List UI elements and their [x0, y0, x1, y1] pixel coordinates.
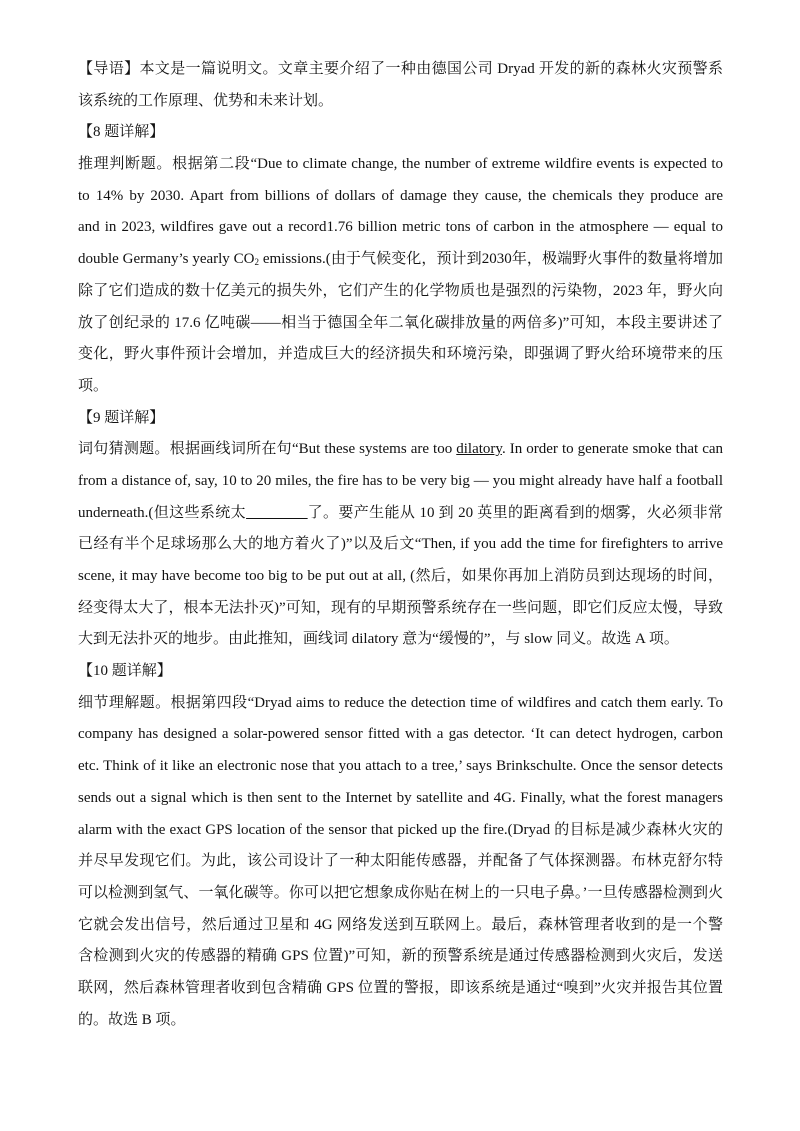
text-line	[78, 276, 723, 308]
text-segment: emissions.(由于气候变化，预计到2030年，极端野火事件的数量将增加	[262, 251, 723, 268]
section-heading	[78, 403, 723, 435]
text-segment: 大到无法扑灭的地步。由此推知，画线词 dilatory 意为“缓慢的”，与 slow 同义。故选 A 项。	[78, 631, 679, 648]
text-segment: and in 2023, wildfires gave out a record1.76 billion metric tons of carbon in the atmosphere — equal to	[78, 219, 723, 236]
text-segment: alarm with the exact GPS location of the sensor that picked up the fire.(Dryad 的目标是减少森林火灾的	[78, 821, 723, 838]
text-line	[78, 308, 723, 340]
text-segment: 的。故选 B 项。	[78, 1011, 186, 1028]
text-segment: 并尽早发现它们。为此，该公司设计了一种太阳能传感器，并配备了气体探测器。布林克舒尔特	[78, 853, 723, 870]
text-line	[78, 339, 723, 371]
text-line	[78, 846, 723, 878]
underlined-text	[246, 505, 308, 521]
text-segment: 词句猜测题。根据画线词所在句“But these systems are too	[78, 441, 457, 458]
text-line	[78, 529, 723, 561]
text-line	[78, 371, 723, 403]
text-segment: 可以检测到氢气、一氧化碳等。你可以把它想象成你贴在树上的一只电子鼻。’一旦传感器检测到火	[78, 884, 723, 901]
text-line	[78, 973, 723, 1005]
text-line	[78, 212, 723, 244]
subscript: 2	[254, 257, 259, 268]
text-line	[78, 688, 723, 720]
text-segment: company has designed a solar-powered sensor fitted with a gas detector. ‘It can detect hydrogen, carbon	[78, 726, 723, 743]
text-segment: sends out a signal which is then sent to the Internet by satellite and 4G. Finally, what the forest managers	[78, 789, 723, 806]
text-line	[78, 815, 723, 847]
text-segment: from a distance of, say, 10 to 20 miles, the fire has to be very big — you might already have half a football	[78, 472, 723, 489]
text-segment: 除了它们造成的数十亿美元的损失外，它们产生的化学物质也是强烈的污染物，2023 年，野火向	[78, 282, 723, 299]
text-line	[78, 561, 723, 593]
underlined-text: dilatory	[456, 441, 502, 458]
text-segment: 变化，野火事件预计会增加，并造成巨大的经济损失和环境污染，即强调了野火给环境带来的压	[78, 346, 723, 363]
text-segment: . In order to generate smoke that can	[501, 441, 723, 458]
text-segment: to 14% by 2030. Apart from billions of dollars of damage they cause, the chemicals they produce are	[78, 187, 723, 204]
text-line	[78, 54, 723, 86]
text-line	[78, 181, 723, 213]
text-segment: 经变得太大了，根本无法扑灭)”可知，现有的早期预警系统存在一些问题，即它们反应太慢，导致	[78, 599, 723, 616]
text-segment: 细节理解题。根据第四段“Dryad aims to reduce the detection time of wildfires and catch them early. To	[78, 694, 723, 711]
text-line	[78, 498, 723, 530]
text-line	[78, 719, 723, 751]
text-segment: 放了创纪录的 17.6 亿吨碳——相当于德国全年二氧化碳排放量的两倍多)”可知，本段主要讲述了	[78, 314, 723, 331]
text-segment: etc. Think of it like an electronic nose that you attach to a tree,’ says Brinkschulte. Once the sensor detects	[78, 758, 723, 775]
document-page	[78, 54, 723, 1036]
section-heading	[78, 656, 723, 688]
text-segment: 该系统的工作原理、优势和未来计划。	[78, 92, 334, 109]
text-line	[78, 1005, 723, 1037]
text-segment: 联网，然后森林管理者收到包含精确 GPS 位置的警报，即该系统是通过“嗅到”火灾并报告其位置	[78, 979, 723, 996]
section-heading	[78, 117, 723, 149]
text-segment: 【导语】本文是一篇说明文。文章主要介绍了一种由德国公司 Dryad 开发的新的森林火灾预警系	[78, 61, 723, 77]
text-segment: 项。	[78, 377, 109, 394]
text-segment: 已经有半个足球场那么大的地方着火了)”以及后文“Then, if you add the time for firefighters to arrive	[78, 536, 723, 553]
text-segment: underneath.(但这些系统太	[78, 504, 247, 521]
text-line	[78, 434, 723, 466]
text-segment: 推理判断题。根据第二段“Due to climate change, the number of extreme wildfire events is expected to	[78, 156, 723, 173]
text-segment: 【10 题详解】	[78, 663, 172, 680]
text-line	[78, 751, 723, 783]
text-line	[78, 149, 723, 181]
text-segment: double Germany’s yearly CO	[78, 251, 255, 268]
text-segment: 【8 题详解】	[78, 124, 165, 141]
text-line	[78, 910, 723, 942]
text-segment: 了。要产生能从 10 到 20 英里的距离看到的烟雾，火必须非常	[307, 504, 723, 521]
text-segment: 【9 题详解】	[78, 409, 165, 426]
text-line	[78, 941, 723, 973]
text-line	[78, 466, 723, 498]
text-segment: 它就会发出信号，然后通过卫星和 4G 网络发送到互联网上。最后，森林管理者收到的是一个警	[78, 916, 723, 933]
text-segment: 含检测到火灾的传感器的精确 GPS 位置)”可知，新的预警系统是通过传感器检测到火灾后，发送	[78, 948, 723, 965]
text-line	[78, 86, 723, 118]
text-line	[78, 244, 723, 276]
text-line	[78, 878, 723, 910]
text-line	[78, 783, 723, 815]
text-segment: scene, it may have become too big to be put out at all, (然后，如果你再加上消防员到达现场的时间，	[78, 568, 723, 584]
text-line	[78, 624, 723, 656]
text-line	[78, 593, 723, 625]
